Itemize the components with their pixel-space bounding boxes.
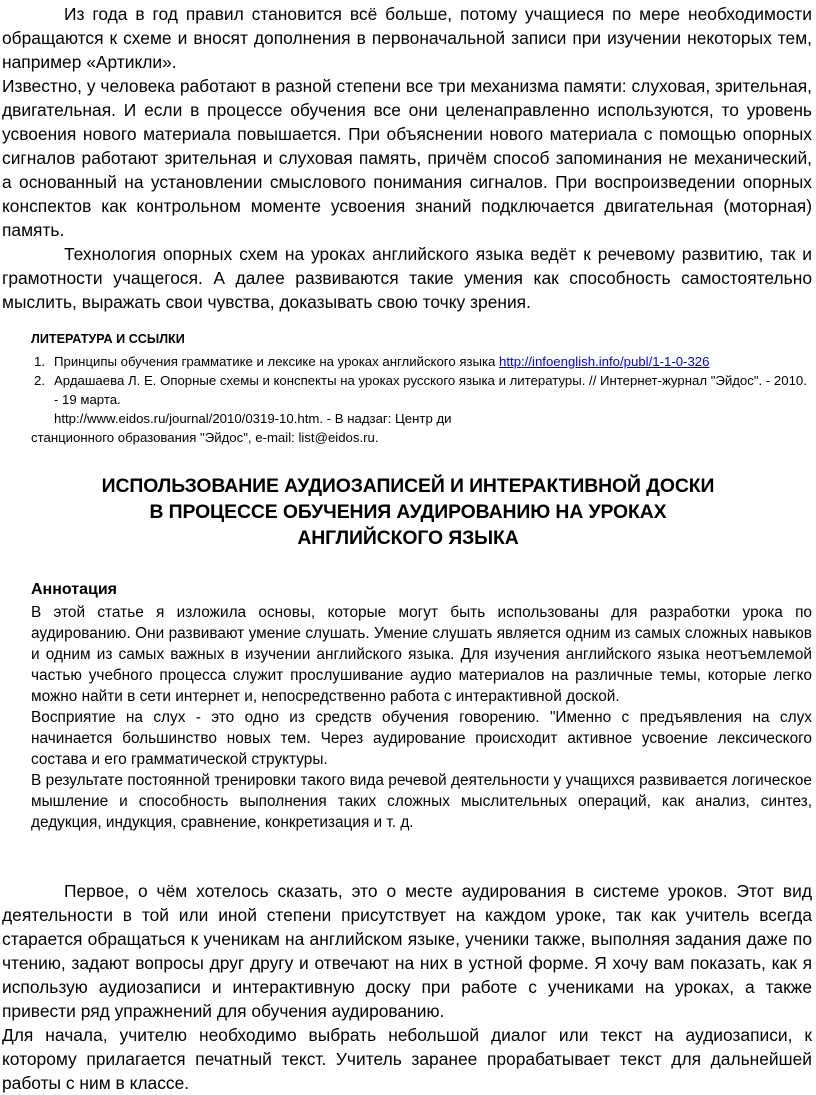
literature-item-text: Принципы обучения грамматике и лексике на уроках английского языка	[54, 354, 500, 369]
annotation-title: Аннотация	[31, 581, 117, 598]
literature-item	[31, 352, 811, 371]
main-paragraph-2: Для начала, учителю необходимо выбрать небольшой диалог или текст на аудиозаписи, к которому прилагается печатный текст. Учитель заранее прорабатывает текст для дальнейшей работы с ним в классе.	[2, 1025, 812, 1093]
heading-line: АНГЛИЙСКОГО ЯЗЫКА	[297, 527, 519, 549]
annotation-paragraph-3: В результате постоянной тренировки такого вида речевой деятельности у учащихся развивается логическое мышление и способность выполнения таких сложных мыслительных операций, как анализ, синтез, дедукция, индукция, сравнение, конкретизация и т. д.	[31, 772, 812, 831]
literature-item-continuation: станционного образования "Эйдос", e-mail: list@eidos.ru.	[31, 430, 379, 445]
literature-item-number: 1.	[34, 354, 45, 369]
article-heading	[0, 473, 816, 551]
intro-paragraph-2: Известно, у человека работают в разной степени все три механизма памяти: слуховая, зрительная, двигательная. И если в процессе обучения все они целенаправленно используются, то уровень усвоения нового материала повышается. При объяснении нового материала с помощью опорных сигналов работают зрительная и слуховая память, причём способ запоминания не механический, а основанный на установлении смыслового понимания сигналов. При воспроизведении опорных конспектов как контрольном моменте усвоения знаний подключается двигательная (моторная) память.	[2, 76, 812, 240]
literature-item	[31, 371, 811, 409]
intro-section	[0, 2, 816, 314]
literature-list	[31, 352, 811, 409]
literature-section	[31, 330, 811, 447]
main-paragraph-1: Первое, о чём хотелось сказать, это о месте аудирования в системе уроков. Этот вид деятельности в той или иной степени присутствует на каждом уроке, так как учитель всегда старается обращаться к ученикам на английском языке, ученики также, выполняя задания даже по чтению, задают вопросы друг другу и отвечают на них в устной форме. Я хочу вам показать, как я использую аудиозаписи и интерактивную доску при работе с учениками на уроках, а также привести ряд упражнений для обучения аудированию.	[2, 881, 812, 1021]
literature-item-continuation: http://www.eidos.ru/journal/2010/0319-10.htm. - В надзаг: Центр ди	[54, 411, 452, 426]
heading-line: В ПРОЦЕССЕ ОБУЧЕНИЯ АУДИРОВАНИЮ НА УРОКАХ	[149, 501, 667, 523]
literature-item-text: Ардашаева Л. Е. Опорные схемы и конспекты на уроках русского языка и литературы. // Интернет-журнал "Эйдос". - 2010. - 19 марта.	[54, 373, 807, 407]
literature-title: ЛИТЕРАТУРА И ССЫЛКИ	[31, 332, 185, 346]
annotation-paragraph-1: В этой статье я изложила основы, которые могут быть использованы для разработки урока по аудированию. Они развивают умение слушать. Умение слушать является одним из самых сложных навыков и одним из самых важных в изучении английского языка. Для изучения английского языка неотъемлемой частью учебного процесса служит прослушивание аудио материалов на различные темы, которые легко можно найти в сети интернет и, непосредственно работа с интерактивной доской.	[31, 604, 812, 705]
main-section	[0, 879, 816, 1095]
annotation-paragraph-2: Восприятие на слух - это одно из средств обучения говорению. "Именно с предъявления на слух начинается большинство новых тем. Через аудирование происходит активное усвоение лексического состава и его грамматической структуры.	[31, 709, 812, 768]
intro-paragraph-1: Из года в год правил становится всё больше, потому учащиеся по мере необходимости обращаются к схеме и вносят дополнения в первоначальной записи при изучении некоторых тем, например «Артикли».	[2, 4, 812, 72]
heading-line: ИСПОЛЬЗОВАНИЕ АУДИОЗАПИСЕЙ И ИНТЕРАКТИВНОЙ ДОСКИ	[101, 475, 715, 497]
literature-item-number: 2.	[34, 373, 45, 388]
literature-link[interactable]: http://infoenglish.info/publ/1-1-0-326	[499, 354, 710, 369]
intro-paragraph-3: Технология опорных схем на уроках английского языка ведёт к речевому развитию, так и грамотности учащегося. А далее развиваются такие умения как способность самостоятельно мыслить, выражать свои чувства, доказывать свою точку зрения.	[2, 244, 812, 312]
annotation-section	[31, 578, 812, 833]
